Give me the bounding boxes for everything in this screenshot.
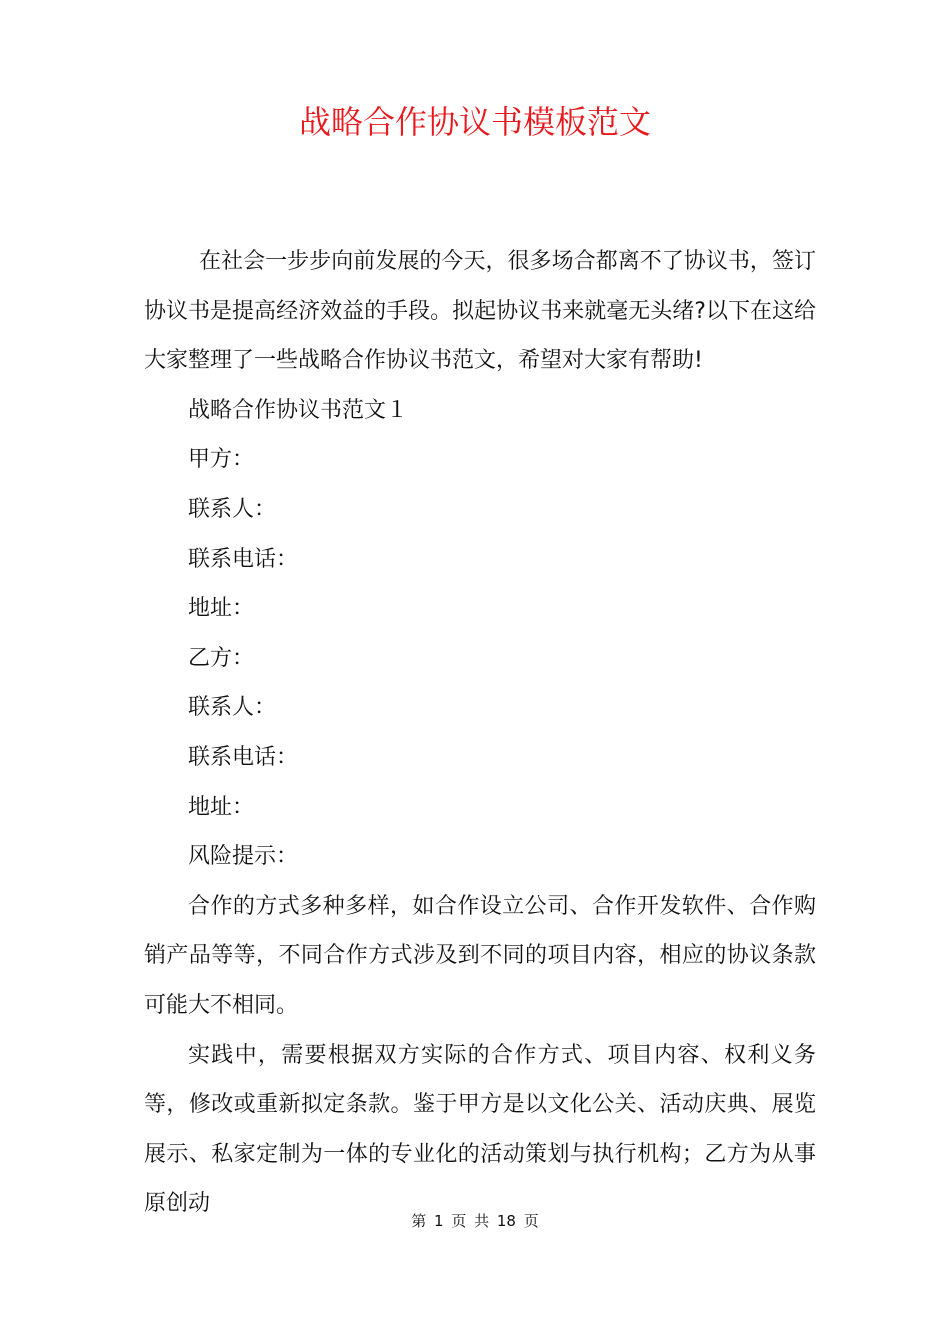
section-heading: 战略合作协议书范文１ [188,397,409,423]
party-a-address-label: 地址： [188,596,255,622]
risk-label: 风险提示： [188,844,299,870]
document-body [144,237,816,1229]
party-b-label: 乙方： [188,645,255,671]
party-b-address-label: 地址： [188,794,255,820]
party-a-label: 甲方： [188,447,255,473]
body-paragraph-1: 合作的方式多种多样，如合作设立公司、合作开发软件、合作购销产品等等，不同合作方式涉及到不同的项目内容，相应的协议条款可能大不相同。 [144,893,816,1018]
party-b-contact-label: 联系人： [188,695,277,721]
party-a-contact-label: 联系人： [188,496,277,522]
party-a-phone-label: 联系电话： [188,546,299,572]
document-title: 战略合作协议书模板范文 [298,103,651,141]
party-b-phone-label: 联系电话： [188,744,299,770]
page-number-footer: 第 1 页 共 18 页 [411,1212,539,1230]
intro-paragraph: 在社会一步步向前发展的今天，很多场合都离不了协议书，签订协议书是提高经济效益的手段。拟起协议书来就毫无头绪?以下在这给大家整理了一些战略合作协议书范文，希望对大家有帮助! [144,249,816,374]
body-paragraph-2: 实践中，需要根据双方实际的合作方式、项目内容、权利义务等，修改或重新拟定条款。鉴于甲方是以文化公关、活动庆典、展览展示、私家定制为一体的专业化的活动策划与执行机构；乙方为从事原创动 [144,1042,816,1217]
